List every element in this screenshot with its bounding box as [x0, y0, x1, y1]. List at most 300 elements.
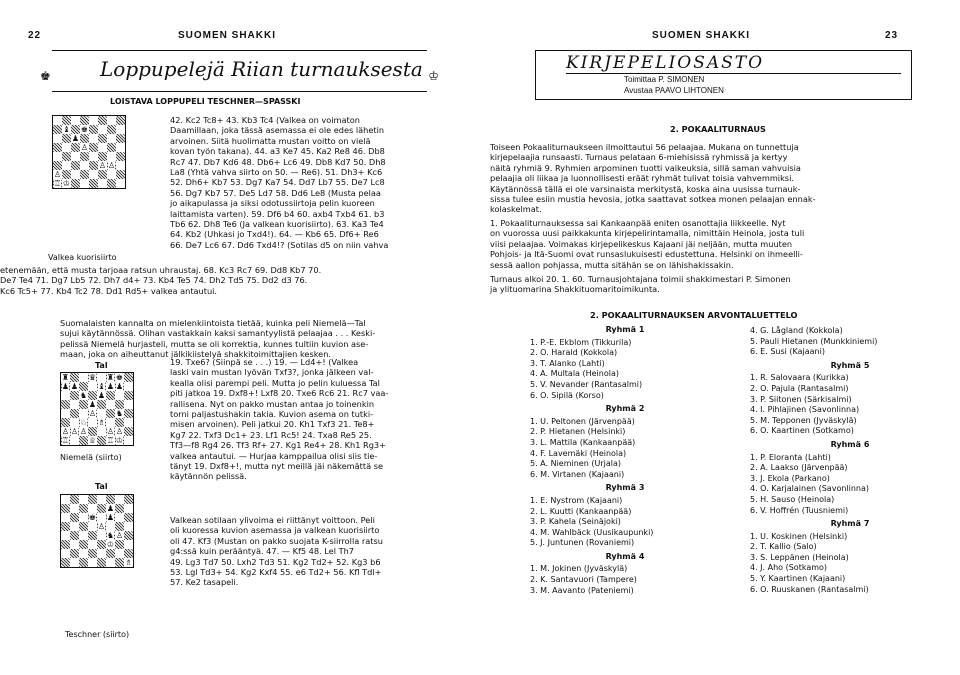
- paragraph-1: 42. Kc2 Tc8+ 43. Kb3 Tc4 (Valkea on voimaton Daamillaan, joka tässä asemassa ei ole edes lähetin arvoinen. Siitä huolimatta mustan voitto on vielä kovan työn takana). 44. a3 Ke7 45. Ka2 Re8 46. Db8 Rc7 47. Db7 Kd6 48. Db6+ Lc6 49. Db8 Kd7 50. Dh8 La8 (Yhtä vahva siirto on 50. — Re6). 51. Dh3+ Kc6 52. Dh6+ Kb7 53. Dg7 Ka7 54. Dd7 Lb7 55. De7 Lc8 56. Dg7 Kb7 57. De5 Ld7 58. Dd6 Le8 (Musta pelaa jo aikapulassa ja siksi odotussiirtoja pelin kuoreen laittamista varten). 59. Df6 b4 60. axb4 Txb4 61. b3 Tb6 62. Dh8 Te6 (Ja valkean kuorisiirto). 63. Ka3 Te4 64. Kb2 (Uhkasi jo Txd4!). 64. — Kb6 65. Df6+ Re6 66. De7 Lc6 67. Dd6 Txd4!? (Sotilas d5 on niin vahva: [170, 115, 389, 250]
- board-square: [124, 522, 133, 531]
- player-entry: 3. S. Leppänen (Heinola): [750, 552, 849, 562]
- player-entry: 4. J. Aho (Sotkamo): [750, 563, 828, 573]
- board-square: [70, 400, 79, 409]
- board-square: [124, 531, 133, 540]
- running-head-left: SUOMEN SHAKKI: [178, 30, 277, 41]
- board-square: [70, 382, 79, 391]
- board-square: [70, 409, 79, 418]
- board-square: [89, 125, 98, 134]
- chess-piece-icon: ♝: [97, 382, 106, 391]
- board-square: [106, 513, 115, 522]
- board-square: [88, 549, 97, 558]
- player-entry: 2. O. Harald (Kokkola): [530, 348, 618, 358]
- board-square: [124, 427, 133, 436]
- board-square: [62, 170, 71, 179]
- chess-piece-icon: ♙: [53, 170, 62, 179]
- king-icon-left: ♚: [40, 69, 51, 83]
- board-square: [61, 382, 70, 391]
- paragraph-2: Suomalaisten kannalta on mielenkiintoista tietää, kuinka peli Niemelä—Tal sujui käytännössä. Olihan vastakkain kaksi samantyylistä pelaajaa . . . Keski- pelissä Niemelä hurjasteli, mutta se oli korrektia, kunnes tultiin kuvion ase- maan, joka on aiheuttanut jälkikiistelyä shakkitoimittajien kesken.: [60, 318, 376, 360]
- board-square: [70, 495, 79, 504]
- group-list-right: [750, 326, 950, 595]
- board-square: [80, 161, 89, 170]
- chess-piece-icon: ♝: [62, 125, 71, 134]
- board-square: [61, 373, 70, 382]
- chess-piece-icon: ♖: [106, 436, 115, 445]
- player-entry: 5. Pauli Hietanen (Munkkiniemi): [750, 336, 878, 346]
- board-square: [61, 549, 70, 558]
- board-square: [88, 427, 97, 436]
- board-square: [116, 161, 125, 170]
- chess-piece-icon: ♚: [80, 125, 89, 134]
- board-square: [89, 179, 98, 188]
- diagram-1-caption: Valkea kuorisiirto: [48, 253, 117, 262]
- board-square: [116, 116, 125, 125]
- chess-piece-icon: ♚: [88, 513, 97, 522]
- board-square: [71, 116, 80, 125]
- board-square: [88, 409, 97, 418]
- board-square: [79, 531, 88, 540]
- player-entry: 6. O. Ruuskanen (Rantasalmi): [750, 584, 869, 594]
- paragraph-3: 19. Txe6? (Siinpä se . . .) 19. — Ld4+! (Valkea laski vain mustan lyövän Txf3?, jonka jälkeen val- kealla olisi parempi peli. Mutta jo pelin kuluessa Tal piti jatkoa 19. Dxf8+! Lxf8 20. Txe6 Rc6 21. Rc7 vaa- rallisena. Nyt on pakko mustan antaa jo toinenkin torni paljastushakin takia. Kuvion asema on tutki- misen arvoinen). Peli jatkui 20. Kh1 Txf3 21. Te8+ Kg7 22. Txf3 Dc1+ 23. Lf1 Rc5! 24. Txa8 Re5 25. Tf3—f8 Rg4 26. Tf3 Rf+ 27. Kg1 Re4+ 28. Kh1 Rg3+ valkea antautui. — Hurjaa kamppailua olisi siis tie- tänyt 19. Dxf8+!, mutta nyt meillä jäi näkemättä se käytännön pelissä.: [170, 357, 389, 482]
- board-square: [62, 125, 71, 134]
- board-square: [106, 504, 115, 513]
- board-square: [61, 418, 70, 427]
- board-square: [124, 391, 133, 400]
- board-square: [71, 179, 80, 188]
- board-square: [70, 549, 79, 558]
- board-square: [53, 125, 62, 134]
- board-square: [88, 504, 97, 513]
- board-square: [89, 134, 98, 143]
- player-entry: 5. Y. Kaartinen (Kajaani): [750, 574, 846, 584]
- player-entry: 4. G. Lågland (Kokkola): [750, 326, 843, 335]
- player-entry: 6. E. Susi (Kajaani): [750, 347, 825, 357]
- board-square: [53, 116, 62, 125]
- diagram-3-caption: Teschner (siirto): [65, 630, 130, 639]
- board-square: [53, 152, 62, 161]
- board-square: [124, 436, 133, 445]
- board-square: [106, 558, 115, 567]
- chess-piece-icon: ♙: [79, 427, 88, 436]
- board-square: [106, 427, 115, 436]
- chess-piece-icon: ♛: [88, 373, 97, 382]
- board-square: [107, 161, 116, 170]
- board-square: [89, 161, 98, 170]
- heading-draw-list: 2. POKAALITURNAUKSEN ARVONTALUETTELO: [590, 310, 798, 320]
- player-entry: 3. J. Ekola (Parkano): [750, 473, 830, 483]
- board-square: [116, 134, 125, 143]
- board-square: [62, 134, 71, 143]
- board-square: [98, 179, 107, 188]
- chess-piece-icon: ♟: [61, 382, 70, 391]
- board-square: [124, 513, 133, 522]
- board-square: [79, 495, 88, 504]
- editor-line: Toimittaa P. SIMONEN: [624, 75, 705, 84]
- board-square: [62, 179, 71, 188]
- chess-piece-icon: ♙: [80, 143, 89, 152]
- board-square: [88, 391, 97, 400]
- board-square: [61, 513, 70, 522]
- board-square: [97, 558, 106, 567]
- chess-piece-icon: ♙: [115, 427, 124, 436]
- board-square: [115, 549, 124, 558]
- board-square: [98, 161, 107, 170]
- chess-piece-icon: ♙: [88, 409, 97, 418]
- board-square: [88, 522, 97, 531]
- board-square: [61, 427, 70, 436]
- board-square: [115, 418, 124, 427]
- board-square: [62, 143, 71, 152]
- board-square: [106, 522, 115, 531]
- board-square: [115, 513, 124, 522]
- board-square: [124, 549, 133, 558]
- board-square: [88, 540, 97, 549]
- board-square: [106, 391, 115, 400]
- board-square: [70, 418, 79, 427]
- section-header-box: [535, 50, 912, 100]
- board-square: [88, 400, 97, 409]
- board-square: [71, 152, 80, 161]
- article-title: Loppupelejä Riian turnauksesta: [100, 57, 423, 81]
- player-entry: 5. V. Nevander (Rantasalmi): [530, 379, 643, 389]
- board-square: [61, 531, 70, 540]
- board-square: [124, 400, 133, 409]
- player-entry: 4. A. Multala (Heinola): [530, 369, 619, 379]
- board-square: [89, 170, 98, 179]
- board-square: [71, 143, 80, 152]
- board-square: [70, 504, 79, 513]
- board-square: [79, 382, 88, 391]
- board-square: [98, 116, 107, 125]
- group-heading: Ryhmä 3: [605, 483, 645, 493]
- board-square: [97, 391, 106, 400]
- board-square: [89, 116, 98, 125]
- board-square: [79, 436, 88, 445]
- board-square: [53, 170, 62, 179]
- king-icon-right: ♔: [428, 69, 439, 83]
- chess-piece-icon: ♟: [106, 513, 115, 522]
- board-square: [89, 152, 98, 161]
- chess-diagram-3: [60, 494, 134, 568]
- chess-piece-icon: ♖: [61, 436, 70, 445]
- right-page: [480, 0, 960, 675]
- board-square: [88, 558, 97, 567]
- player-entry: 4. I. Pihlajinen (Savonlinna): [750, 405, 860, 415]
- player-entry: 1. U. Peltonen (Järvenpää): [530, 416, 635, 426]
- board-square: [97, 504, 106, 513]
- board-square: [79, 558, 88, 567]
- player-entry: 4. O. Karjalainen (Savonlinna): [750, 484, 870, 494]
- board-square: [116, 143, 125, 152]
- chess-piece-icon: ♙: [107, 161, 116, 170]
- board-square: [70, 540, 79, 549]
- chess-piece-icon: ♙: [115, 531, 124, 540]
- board-square: [71, 125, 80, 134]
- chess-piece-icon: ♟: [115, 382, 124, 391]
- board-square: [61, 409, 70, 418]
- board-square: [97, 513, 106, 522]
- board-square: [79, 513, 88, 522]
- board-square: [106, 495, 115, 504]
- player-entry: 2. P. Hietanen (Helsinki): [530, 427, 626, 437]
- board-square: [61, 400, 70, 409]
- board-square: [97, 427, 106, 436]
- board-square: [98, 143, 107, 152]
- board-square: [53, 134, 62, 143]
- board-square: [106, 531, 115, 540]
- player-entry: 3. P. Kahela (Seinäjoki): [530, 517, 621, 527]
- player-entry: 5. A. Nieminen (Urjala): [530, 459, 621, 469]
- group-heading: Ryhmä 1: [605, 325, 645, 334]
- board-square: [106, 436, 115, 445]
- chess-piece-icon: ♙: [97, 522, 106, 531]
- paragraph-participants: 1. Pokaaliturnauksessa sai Kankaanpää eniten osanottajia liikkeelle. Nyt on vuorossa uusi paikkakunta kirjepelirintamalla, nimittäin Heinola, josta tuli viisi pelaajaa. Voimakas kirjepelikeskus Kajaani jäi neljään, mutta muuten Pohjois- ja Itä-Suomi ovat runsaslukuisesti edustettuna. Helsinki on ihmeelli- sessä aallon pohjassa, mutta sitähän se on lähishakissakin.: [490, 218, 805, 270]
- board-square: [97, 409, 106, 418]
- board-square: [89, 143, 98, 152]
- board-square: [88, 495, 97, 504]
- board-square: [61, 436, 70, 445]
- group-heading: Ryhmä 5: [830, 360, 870, 370]
- board-square: [106, 409, 115, 418]
- board-square: [97, 373, 106, 382]
- player-entry: 6. M. Virtanen (Kajaani): [530, 469, 625, 479]
- board-square: [124, 558, 133, 567]
- chess-piece-icon: ♙: [70, 427, 79, 436]
- chess-piece-icon: ♟: [106, 382, 115, 391]
- board-square: [107, 179, 116, 188]
- player-entry: 3. L. Mattila (Kankaanpää): [530, 437, 636, 447]
- chess-piece-icon: ♗: [97, 418, 106, 427]
- board-square: [106, 373, 115, 382]
- board-square: [115, 427, 124, 436]
- board-square: [116, 170, 125, 179]
- board-square: [70, 522, 79, 531]
- player-entry: 2. O. Pajula (Rantasalmi): [750, 383, 849, 393]
- board-square: [88, 513, 97, 522]
- player-entry: 1. P. Eloranta (Lahti): [750, 452, 831, 462]
- board-square: [61, 391, 70, 400]
- board-square: [70, 531, 79, 540]
- assistant-line: Avustaa PAAVO LIHTONEN: [624, 86, 724, 95]
- player-entry: 2. T. Kallio (Salo): [750, 542, 817, 552]
- player-entry: 1. M. Jokinen (Jyväskylä): [530, 564, 628, 574]
- board-square: [107, 116, 116, 125]
- board-square: [61, 495, 70, 504]
- board-square: [115, 391, 124, 400]
- player-entry: 1. P.-E. Ekblom (Tikkurila): [530, 337, 632, 347]
- board-square: [79, 418, 88, 427]
- group-heading: Ryhmä 4: [605, 551, 645, 561]
- board-square: [80, 152, 89, 161]
- board-square: [106, 418, 115, 427]
- board-square: [88, 436, 97, 445]
- player-entry: 3. P. Siitonen (Särkisalmi): [750, 394, 852, 404]
- board-square: [107, 143, 116, 152]
- board-square: [61, 504, 70, 513]
- group-heading: Ryhmä 6: [830, 439, 870, 449]
- chess-diagram-2: [60, 372, 134, 446]
- group-heading: Ryhmä 2: [605, 404, 645, 414]
- board-square: [106, 540, 115, 549]
- board-square: [61, 540, 70, 549]
- board-square: [124, 495, 133, 504]
- player-entry: 3. M. Aavanto (Pateniemi): [530, 585, 634, 595]
- board-square: [79, 522, 88, 531]
- chess-piece-icon: ♙: [98, 161, 107, 170]
- running-head-right: SUOMEN SHAKKI: [652, 30, 751, 41]
- board-square: [124, 418, 133, 427]
- group-heading: Ryhmä 7: [830, 519, 870, 529]
- page-number-left: 22: [28, 30, 42, 41]
- title-rule: [566, 73, 901, 74]
- board-square: [79, 540, 88, 549]
- chess-piece-icon: ♟: [70, 382, 79, 391]
- chess-piece-icon: ♔: [106, 540, 115, 549]
- player-entry: 1. U. Koskinen (Helsinki): [750, 531, 848, 541]
- player-entry: 6. O. Kaartinen (Sotkamo): [750, 426, 854, 436]
- player-entry: 4. F. Lavemäki (Heinola): [530, 448, 627, 458]
- board-square: [70, 427, 79, 436]
- chess-piece-icon: ♘: [79, 418, 88, 427]
- board-square: [98, 125, 107, 134]
- board-square: [97, 522, 106, 531]
- board-square: [88, 382, 97, 391]
- board-square: [62, 161, 71, 170]
- board-square: [107, 125, 116, 134]
- chess-piece-icon: ♞: [79, 391, 88, 400]
- board-square: [115, 382, 124, 391]
- board-square: [115, 558, 124, 567]
- board-square: [71, 161, 80, 170]
- player-entry: 2. L. Kuutti (Kankaanpää): [530, 506, 632, 516]
- chess-piece-icon: ♟: [71, 134, 80, 143]
- board-square: [97, 531, 106, 540]
- board-square: [97, 540, 106, 549]
- board-square: [115, 540, 124, 549]
- board-square: [116, 152, 125, 161]
- player-entry: 3. T. Alanko (Lahti): [530, 358, 605, 368]
- board-square: [79, 409, 88, 418]
- board-square: [97, 400, 106, 409]
- board-square: [115, 373, 124, 382]
- chess-piece-icon: ♗: [124, 558, 133, 567]
- board-square: [71, 170, 80, 179]
- board-square: [88, 418, 97, 427]
- board-square: [79, 400, 88, 409]
- paragraph-1-end: etenemään, että musta tarjoaa ratsun uhraustaj. 68. Kc3 Rc7 69. Dd8 Kb7 70. De7 Te4 71. Dg7 Lb5 72. Dh7 d4+ 73. Kb4 Te5 74. Dh2 Td5 75. Dd2 d3 76. Kc6 Tc5+ 77. Kb4 Tc2 78. Dd1 Rd5+ valkea antautui.: [0, 265, 322, 296]
- page-number-right: 23: [885, 30, 899, 41]
- board-square: [124, 540, 133, 549]
- board-square: [97, 418, 106, 427]
- chess-diagram-1: [52, 115, 126, 189]
- player-entry: 4. M. Wahlbäck (Uusikaupunki): [530, 527, 654, 537]
- board-square: [70, 558, 79, 567]
- board-square: [80, 143, 89, 152]
- board-square: [124, 373, 133, 382]
- player-entry: 1. R. Salovaara (Kurikka): [750, 373, 849, 383]
- board-square: [53, 179, 62, 188]
- board-square: [97, 549, 106, 558]
- board-square: [80, 116, 89, 125]
- board-square: [115, 522, 124, 531]
- board-square: [62, 152, 71, 161]
- board-square: [124, 504, 133, 513]
- chess-piece-icon: ♚: [115, 373, 124, 382]
- chess-piece-icon: ♜: [61, 373, 70, 382]
- board-square: [98, 170, 107, 179]
- paragraph-4: Valkean sotilaan ylivoima ei riittänyt voittoon. Peli oli kuoressa kuvion asemassa ja valkean kuorisiirto oli 47. Kf3 (Mustan on pakko suojata K-siirrolla ratsu g4:ssä kuin perääntyä. 47. — Kf5 48. Lel Th7 49. Lg3 Td7 50. Lxh2 Td3 51. Kg2 Td2+ 52. Kg3 b6 53. Lgl Td3+ 54. Kg2 Kxf4 55. e6 Td2+ 56. Kfl Tdl+ 57. Ke2 tasapeli.: [170, 515, 383, 588]
- board-square: [61, 522, 70, 531]
- board-square: [116, 179, 125, 188]
- chess-piece-icon: ♞: [106, 531, 115, 540]
- board-square: [124, 409, 133, 418]
- paragraph-schedule: Turnaus alkoi 20. 1. 60. Turnausjohtajana toimii shakkimestari P. Simonen ja ylituomarina Shakkituomaritoimikunta.: [490, 274, 791, 295]
- chess-piece-icon: ♔: [115, 436, 124, 445]
- board-square: [98, 152, 107, 161]
- board-square: [115, 436, 124, 445]
- board-square: [97, 382, 106, 391]
- board-square: [53, 161, 62, 170]
- board-square: [79, 391, 88, 400]
- board-square: [116, 125, 125, 134]
- diagram-3-top-label: Tal: [95, 482, 108, 491]
- chess-piece-icon: ♙: [106, 427, 115, 436]
- board-square: [79, 373, 88, 382]
- diagram-2-caption: Niemelä (siirto): [60, 453, 122, 462]
- article-subtitle: LOISTAVA LOPPUPELI TESCHNER—SPASSKI: [110, 97, 301, 106]
- board-square: [115, 504, 124, 513]
- player-entry: 5. H. Sauso (Heinola): [750, 494, 835, 504]
- chess-piece-icon: ♜: [106, 373, 115, 382]
- board-square: [97, 495, 106, 504]
- board-square: [115, 400, 124, 409]
- heading-tournament: 2. POKAALITURNAUS: [670, 124, 766, 134]
- board-square: [115, 409, 124, 418]
- board-square: [80, 134, 89, 143]
- board-square: [70, 436, 79, 445]
- chess-piece-icon: ♟: [97, 391, 106, 400]
- paragraph-intro: Toiseen Pokaaliturnaukseen ilmoittautui 56 pelaajaa. Mukana on tunnettuja kirjepelaajia runsaasti. Turnaus pelataan 6-miehisissä ryhmissä ja kertyy näitä ryhmiä 9. Ryhmien arpominen tuotti vaikeuksia, sillä saman vahvuisia pelaajia oli liikaa ja luonnollisesti eräät ryhmät tulivat toisia vahvemmiksi. Käytännössä tällä ei ole varsinaista merkitystä, koska aina uusissa turnauk- sissa tulee esiin mustia hevosia, jotka saattavat sotkea monen pelaajan ennak- kolaskelmat.: [490, 142, 816, 215]
- board-square: [71, 134, 80, 143]
- player-entry: 5. M. Tepponen (Jyväskylä): [750, 415, 857, 425]
- chess-piece-icon: ♞: [115, 409, 124, 418]
- board-square: [70, 373, 79, 382]
- board-square: [107, 134, 116, 143]
- board-square: [115, 495, 124, 504]
- board-square: [107, 152, 116, 161]
- board-square: [80, 170, 89, 179]
- player-entry: 2. K. Santavuori (Tampere): [530, 575, 637, 585]
- board-square: [79, 549, 88, 558]
- board-square: [115, 531, 124, 540]
- board-square: [124, 382, 133, 391]
- player-entry: 1. E. Nystrom (Kajaani): [530, 495, 623, 505]
- board-square: [79, 427, 88, 436]
- player-entry: 2. A. Laakso (Järvenpää): [750, 463, 848, 473]
- board-square: [62, 116, 71, 125]
- board-square: [80, 125, 89, 134]
- board-square: [80, 179, 89, 188]
- board-square: [70, 391, 79, 400]
- player-entry: 6. V. Hoffrén (Tuusniemi): [750, 505, 849, 515]
- player-entry: 6. O. Sipilä (Korso): [530, 390, 604, 400]
- board-square: [107, 170, 116, 179]
- chess-piece-icon: ♟: [88, 400, 97, 409]
- section-title: KIRJEPELIOSASTO: [566, 53, 765, 73]
- chess-piece-icon: ♕: [88, 436, 97, 445]
- player-entry: 5. J. Juntunen (Rovaniemi): [530, 538, 635, 548]
- board-square: [53, 143, 62, 152]
